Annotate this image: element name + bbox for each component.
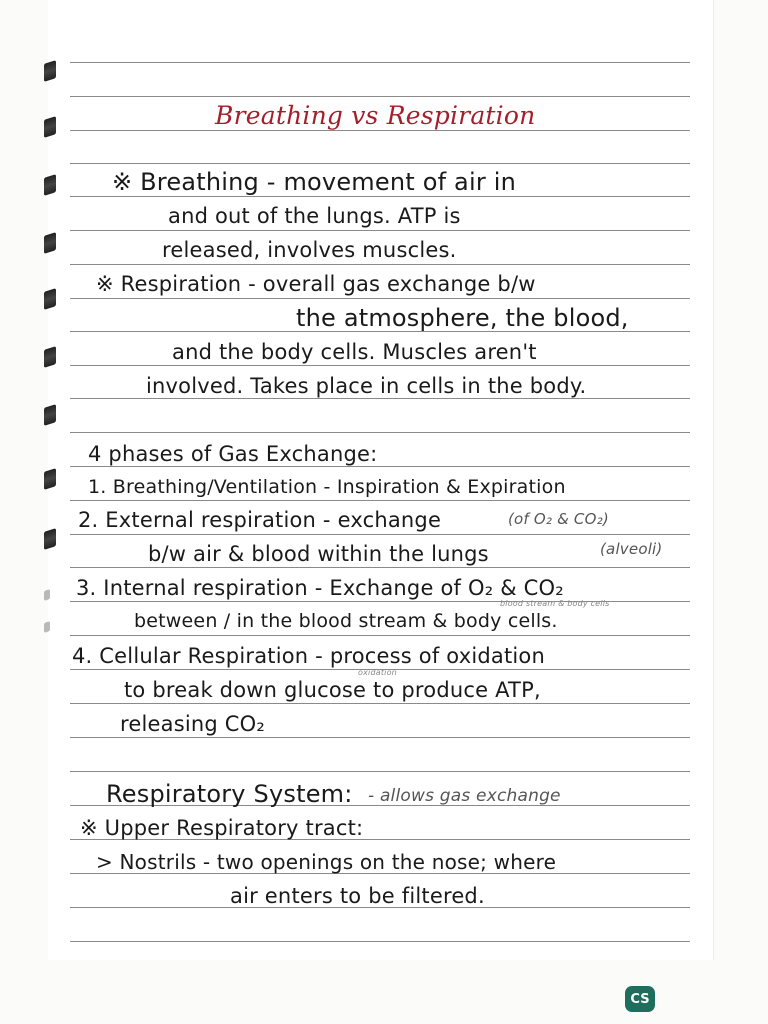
respiration-definition-line-1: ※ Respiration - overall gas exchange b/w <box>96 272 536 296</box>
ruled-line <box>70 230 690 231</box>
phase-4-line-3: releasing CO₂ <box>120 712 266 736</box>
ruled-line <box>70 163 690 164</box>
ruled-line <box>70 466 690 467</box>
breathing-definition-line-2: and out of the lungs. ATP is <box>168 204 461 228</box>
system-heading: Respiratory System: <box>106 780 353 808</box>
ruled-line <box>70 567 690 568</box>
system-heading-note: - allows gas exchange <box>368 786 561 806</box>
ruled-line <box>70 635 690 636</box>
breathing-definition-line-3: released, involves muscles. <box>162 238 457 262</box>
ruled-line <box>70 130 690 131</box>
nostrils-line-2: air enters to be filtered. <box>230 884 485 908</box>
ruled-line <box>70 737 690 738</box>
ruled-line <box>70 298 690 299</box>
ruled-line <box>70 264 690 265</box>
phases-heading: 4 phases of Gas Exchange: <box>88 442 378 466</box>
ruled-line <box>70 62 690 63</box>
phase-3-line-2: between / in the blood stream & body cells. <box>134 610 558 632</box>
phase-4-note: oxidation <box>358 668 397 677</box>
phase-1: 1. Breathing/Ventilation - Inspiration & Expiration <box>88 476 566 498</box>
phase-4-line-1: 4. Cellular Respiration - process of oxidation <box>72 644 545 668</box>
ruled-line <box>70 398 690 399</box>
phase-2-note: (of O₂ & CO₂) <box>508 510 609 528</box>
phase-2-line-2: b/w air & blood within the lungs <box>148 542 489 566</box>
nostrils-line-1: > Nostrils - two openings on the nose; where <box>96 850 557 874</box>
upper-tract-heading: ※ Upper Respiratory tract: <box>80 816 364 840</box>
phase-2-line-1: 2. External respiration - exchange <box>78 508 442 532</box>
ruled-line <box>70 703 690 704</box>
ruled-line <box>70 432 690 433</box>
ruled-line <box>70 534 690 535</box>
camscanner-logo: CS <box>625 986 655 1012</box>
respiration-definition-line-2: the atmosphere, the blood, <box>296 304 629 332</box>
breathing-definition-line-1: ※ Breathing - movement of air in <box>112 168 517 196</box>
phase-3-note: blood stream & body cells <box>500 599 610 608</box>
phase-2-note-2: (alveoli) <box>600 540 663 558</box>
ruled-line <box>70 96 690 97</box>
phase-3-line-1: 3. Internal respiration - Exchange of O₂ & CO₂ <box>76 576 564 600</box>
ruled-line <box>70 196 690 197</box>
respiration-definition-line-3: and the body cells. Muscles aren't <box>172 340 537 364</box>
respiration-definition-line-4: involved. Takes place in cells in the body. <box>146 374 587 398</box>
ruled-line <box>70 771 690 772</box>
page-title: Breathing vs Respiration <box>215 101 536 130</box>
ruled-line <box>70 365 690 366</box>
phase-4-line-2: to break down glucose to produce ATP, <box>124 678 541 702</box>
ruled-line <box>70 500 690 501</box>
ruled-line <box>70 941 690 942</box>
